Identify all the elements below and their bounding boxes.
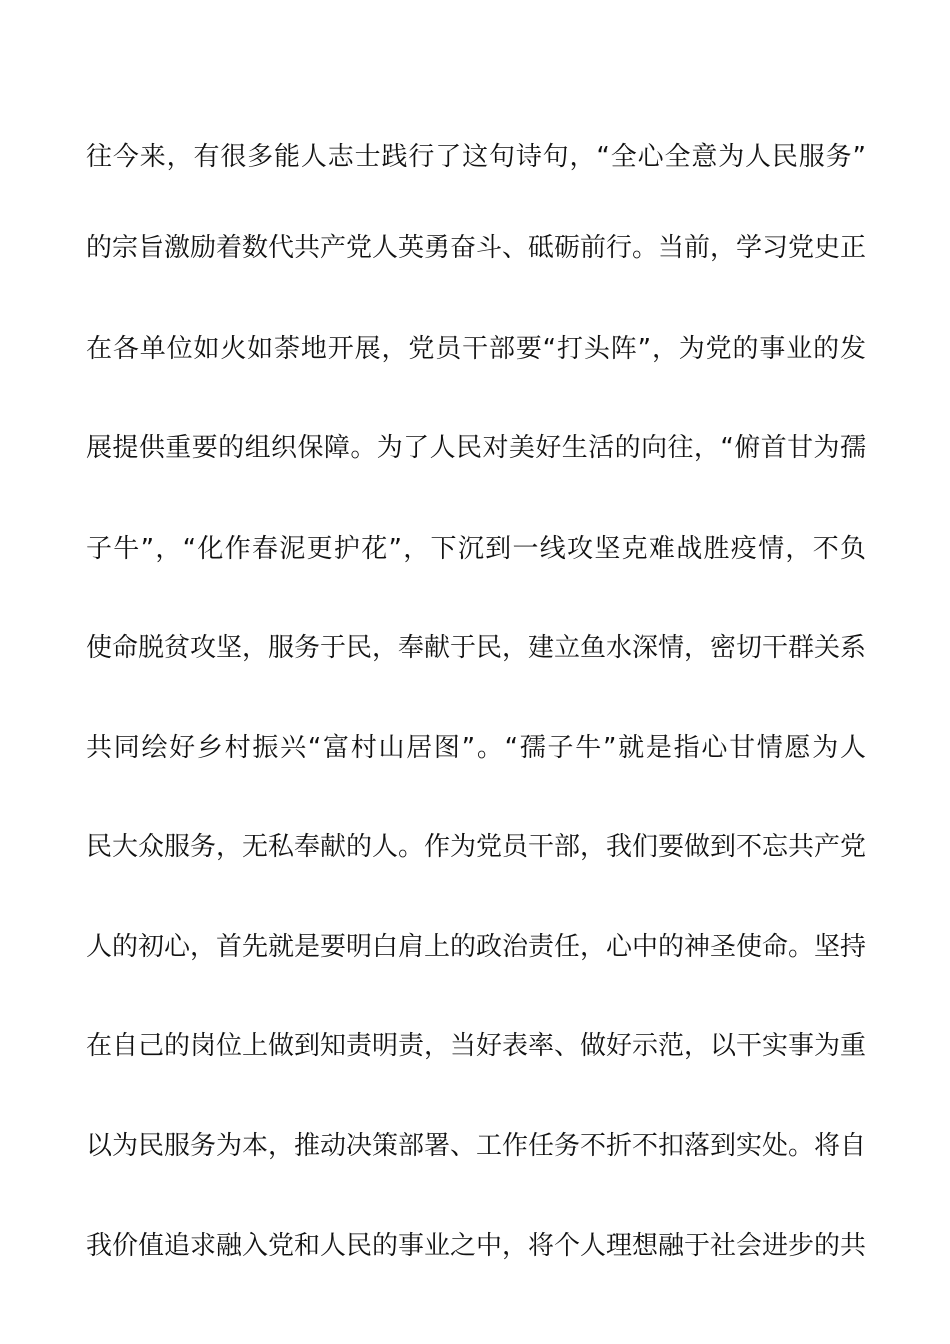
text-line: 以为民服务为本，推动决策部署、工作任务不折不扣落到实处。将自 bbox=[86, 1131, 867, 1161]
text-line: 使命脱贫攻坚，服务于民，奉献于民，建立鱼水深情，密切干群关系 bbox=[86, 633, 867, 663]
text-line: 在各单位如火如荼地开展，党员干部要“打头阵”，为党的事业的发 bbox=[86, 334, 866, 364]
text-line: 子牛”，“化作春泥更护花”，下沉到一线攻坚克难战胜疫情，不负 bbox=[86, 534, 866, 564]
text-line: 展提供重要的组织保障。为了人民对美好生活的向往，“俯首甘为孺 bbox=[86, 433, 866, 463]
text-line: 共同绘好乡村振兴“富村山居图”。“孺子牛”就是指心甘情愿为人 bbox=[86, 733, 866, 763]
text-line: 民大众服务，无私奉献的人。作为党员干部，我们要做到不忘共产党 bbox=[86, 832, 867, 862]
text-line: 在自己的岗位上做到知责明责，当好表率、做好示范，以干实事为重 bbox=[86, 1031, 867, 1061]
text-line: 我价值追求融入党和人民的事业之中，将个人理想融于社会进步的共 bbox=[86, 1231, 867, 1261]
text-line: 往今来，有很多能人志士践行了这句诗句，“全心全意为人民服务” bbox=[86, 142, 866, 172]
text-line: 人的初心，首先就是要明白肩上的政治责任，心中的神圣使命。坚持 bbox=[86, 932, 867, 962]
text-line: 的宗旨激励着数代共产党人英勇奋斗、砥砺前行。当前，学习党史正 bbox=[86, 233, 867, 263]
